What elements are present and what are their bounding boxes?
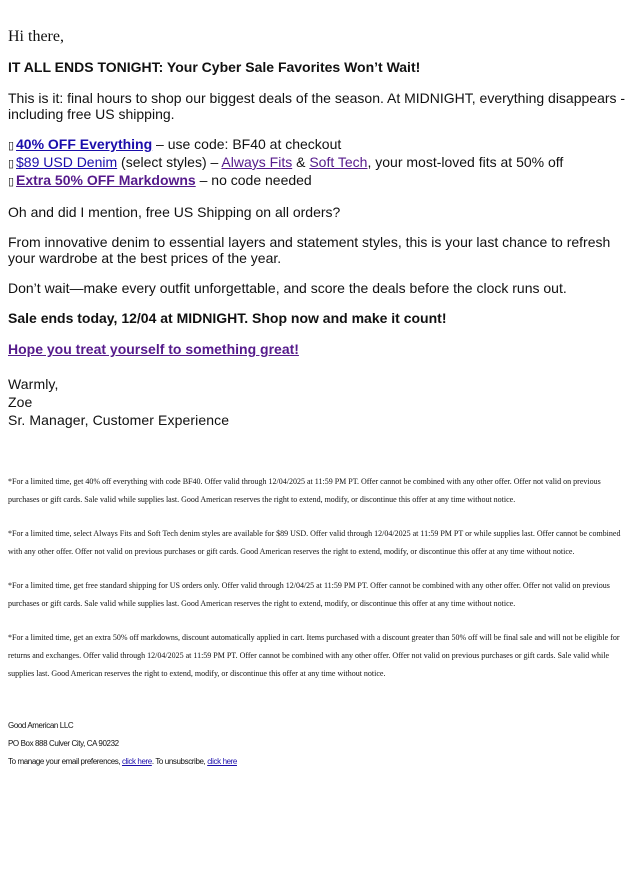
signature-name: Zoe xyxy=(8,394,33,410)
unsubscribe-link[interactable]: click here xyxy=(207,757,237,766)
offer-40-off-link[interactable]: 40% OFF Everything xyxy=(16,136,153,152)
manage-preferences-link[interactable]: click here xyxy=(122,757,152,766)
unsubscribe-prefix: . To unsubscribe, xyxy=(151,757,208,766)
dont-wait-paragraph: Don’t wait—make every outfit unforgettable, and score the deals before the clock runs out. xyxy=(8,280,567,296)
footer xyxy=(8,717,632,771)
disclaimer-3: *For a limited time, get free standard shipping for US orders only. Offer valid through 12/04/25 at 11:59 PM PT. Offer cannot be combined with any other offer. Offer not valid on previous purchases or gift cards. Sale valid while supplies last. Good American reserves the right to extend, modify, or discontinue this offer at any time without notice. xyxy=(8,581,610,608)
company-address: PO Box 888 Culver City, CA 90232 xyxy=(8,739,119,748)
sale-ends: Sale ends today, 12/04 at MIDNIGHT. Shop now and make it count! xyxy=(8,310,447,326)
offer-denim-link[interactable]: $89 USD Denim xyxy=(16,154,118,170)
manage-prefix: To manage your email preferences, xyxy=(8,757,123,766)
offer-text: , your most-loved fits at 50% off xyxy=(367,154,564,170)
intro-paragraph: This is it: final hours to shop our biggest deals of the season. At MIDNIGHT, everything disappears - including free US shipping. xyxy=(8,90,626,122)
offer-item xyxy=(8,172,632,190)
signature-closing: Warmly, xyxy=(8,376,59,392)
markdowns-link[interactable]: Extra 50% OFF Markdowns xyxy=(16,172,196,188)
box-glyph-icon: ▯ xyxy=(8,140,15,152)
signature xyxy=(8,375,632,429)
greeting: Hi there, xyxy=(8,28,64,45)
cta xyxy=(8,341,632,357)
offer-text: – no code needed xyxy=(195,172,312,188)
offer-list xyxy=(8,136,632,190)
signature-title: Sr. Manager, Customer Experience xyxy=(8,412,230,428)
headline: IT ALL ENDS TONIGHT: Your Cyber Sale Favorites Won’t Wait! xyxy=(8,59,421,75)
disclaimer-1: *For a limited time, get 40% off everything with code BF40. Offer valid through 12/04/2025 at 11:59 PM PT. Offer cannot be combined with any other offer. Offer not valid on previous purchases or gift cards. Sale valid while supplies last. Good American reserves the right to extend, modify, or discontinue this offer at any time without notice. xyxy=(8,477,601,504)
soft-tech-link[interactable]: Soft Tech xyxy=(309,154,368,170)
disclaimer-4: *For a limited time, get an extra 50% off markdowns, discount automatically applied in cart. Items purchased with a discount greater than 50% off will be final sale and will not be eligible for returns and exchanges. Offer valid through 12/04/2025 at 11:59 PM PT. Offer cannot be combined with any other offer. Offer not valid on previous purchases or gift cards. Sale valid while supplies last. Good American reserves the right to extend, modify, or discontinue this offer at any time without notice. xyxy=(8,633,620,678)
offer-text: & xyxy=(292,154,310,170)
offer-text: (select styles) – xyxy=(117,154,222,170)
preferences-line xyxy=(8,753,632,771)
box-glyph-icon: ▯ xyxy=(8,176,15,188)
always-fits-link[interactable]: Always Fits xyxy=(221,154,293,170)
cta-link[interactable]: Hope you treat yourself to something great! xyxy=(8,341,299,357)
disclaimers xyxy=(8,473,632,683)
shipping-line: Oh and did I mention, free US Shipping on all orders? xyxy=(8,204,341,220)
offer-item xyxy=(8,154,632,172)
box-glyph-icon: ▯ xyxy=(8,158,15,170)
offer-item xyxy=(8,136,632,154)
disclaimer-2: *For a limited time, select Always Fits and Soft Tech denim styles are available for $89 USD. Offer valid through 12/04/2025 at 11:59 PM PT or while supplies last. Offer cannot be combined with any other offer. Offer not valid on previous purchases or gift cards. Good American reserves the right to extend, modify, or discontinue this offer at any time without notice. xyxy=(8,529,621,556)
offer-text: – use code: BF40 at checkout xyxy=(152,136,342,152)
denim-paragraph: From innovative denim to essential layers and statement styles, this is your last chance to refresh your wardrobe at the best prices of the year. xyxy=(8,234,611,266)
email-body xyxy=(0,27,640,771)
company-name: Good American LLC xyxy=(8,721,74,730)
